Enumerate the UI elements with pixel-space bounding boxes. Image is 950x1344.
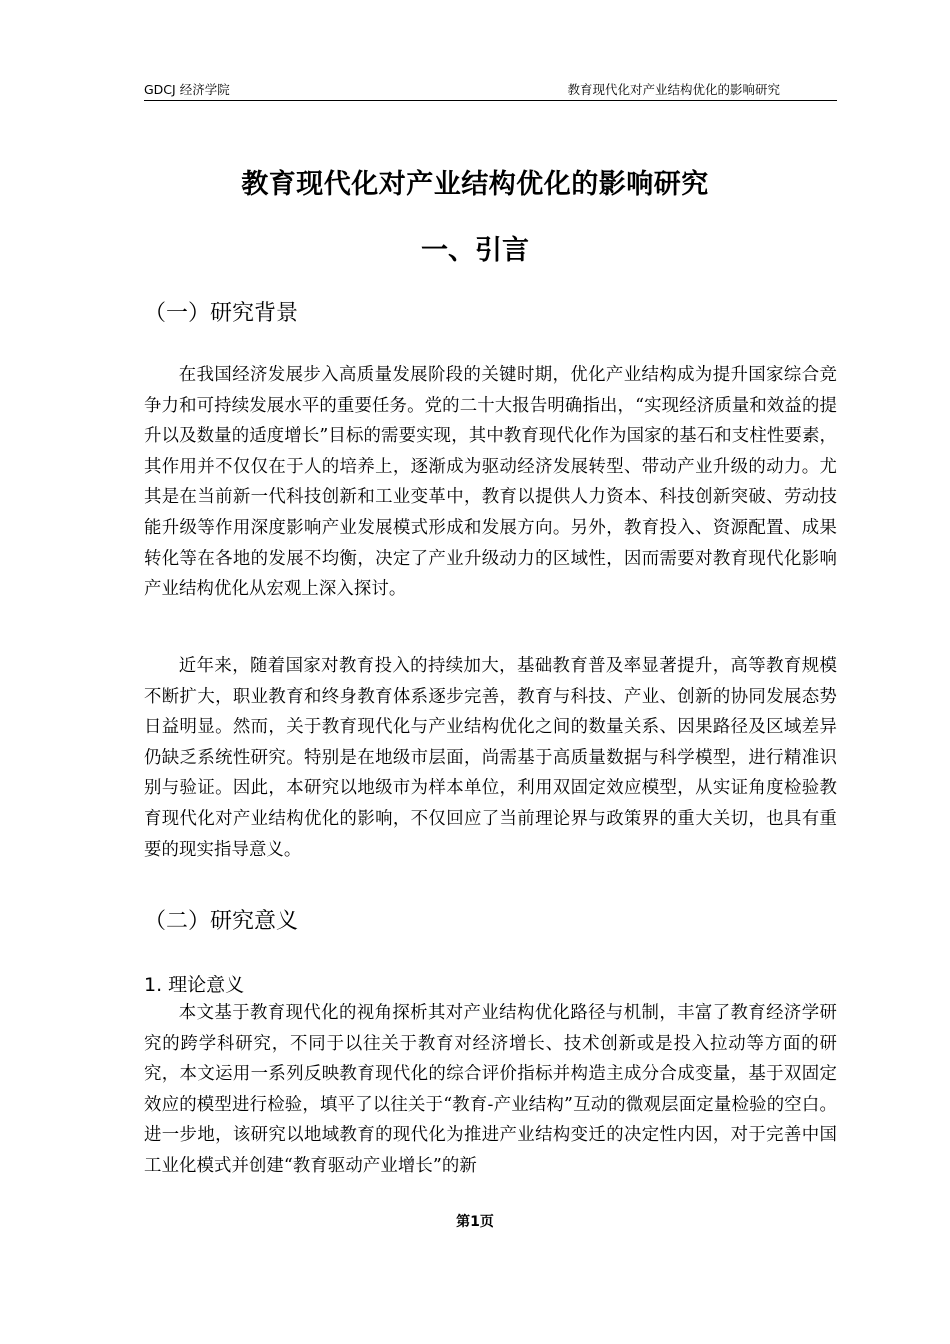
page-header (144, 78, 837, 101)
subsection-heading-significance: （二）研究意义 (144, 909, 299, 934)
paragraph-theoretical: 本文基于教育现代化的视角探析其对产业结构优化路径与机制，丰富了教育经济学研究的跨学科研究，不同于以往关于教育对经济增长、技术创新或是投入拉动等方面的研究，本文运用一系列反映教育现代化的综合评价指标并构造主成分合成变量，基于双固定效应的模型进行检验，填平了以往关于“教育-产业结构”互动的微观层面定量检验的空白。进一步地，该研究以地域教育的现代化为推进产业结构变迁的决定性内因，对于完善中国工业化模式并创建“教育驱动产业增长”的新 (144, 1003, 837, 1176)
page-number: 第1页 (456, 1214, 494, 1230)
header-institution: GDCJ 经济学院 (144, 82, 230, 97)
paragraph-background-2: 近年来，随着国家对教育投入的持续加大，基础教育普及率显著提升，高等教育规模不断扩大，职业教育和终身教育体系逐步完善，教育与科技、产业、创新的协同发展态势日益明显。然而，关于教育现代化与产业结构优化之间的数量关系、因果路径及区域差异仍缺乏系统性研究。特别是在地级市层面，尚需基于高质量数据与科学模型，进行精准识别与验证。因此，本研究以地级市为样本单位，利用双固定效应模型，从实证角度检验教育现代化对产业结构优化的影响，不仅回应了当前理论界与政策界的重大关切，也具有重要的现实指导意义。 (144, 656, 837, 860)
paragraph-background-1: 在我国经济发展步入高质量发展阶段的关键时期，优化产业结构成为提升国家综合竞争力和可持续发展水平的重要任务。党的二十大报告明确指出，“实现经济质量和效益的提升以及数量的适度增长”目标的需要实现，其中教育现代化作为国家的基石和支柱性要素，其作用并不仅仅在于人的培养上，逐渐成为驱动经济发展转型、带动产业升级的动力。尤其是在当前新一代科技创新和工业变革中，教育以提供人力资本、科技创新突破、劳动技能升级等作用深度影响产业发展模式形成和发展方向。另外，教育投入、资源配置、成果转化等在各地的发展不均衡，决定了产业升级动力的区域性，因而需要对教育现代化影响产业结构优化从宏观上深入探讨。 (144, 365, 837, 600)
section-heading-introduction: 一、引言 (421, 235, 529, 266)
header-doc-title: 教育现代化对产业结构优化的影响研究 (567, 82, 780, 97)
subsection-heading-background: （一）研究背景 (144, 301, 299, 326)
item-heading-theoretical: 1. 理论意义 (144, 974, 245, 996)
document-title: 教育现代化对产业结构优化的影响研究 (241, 169, 709, 200)
